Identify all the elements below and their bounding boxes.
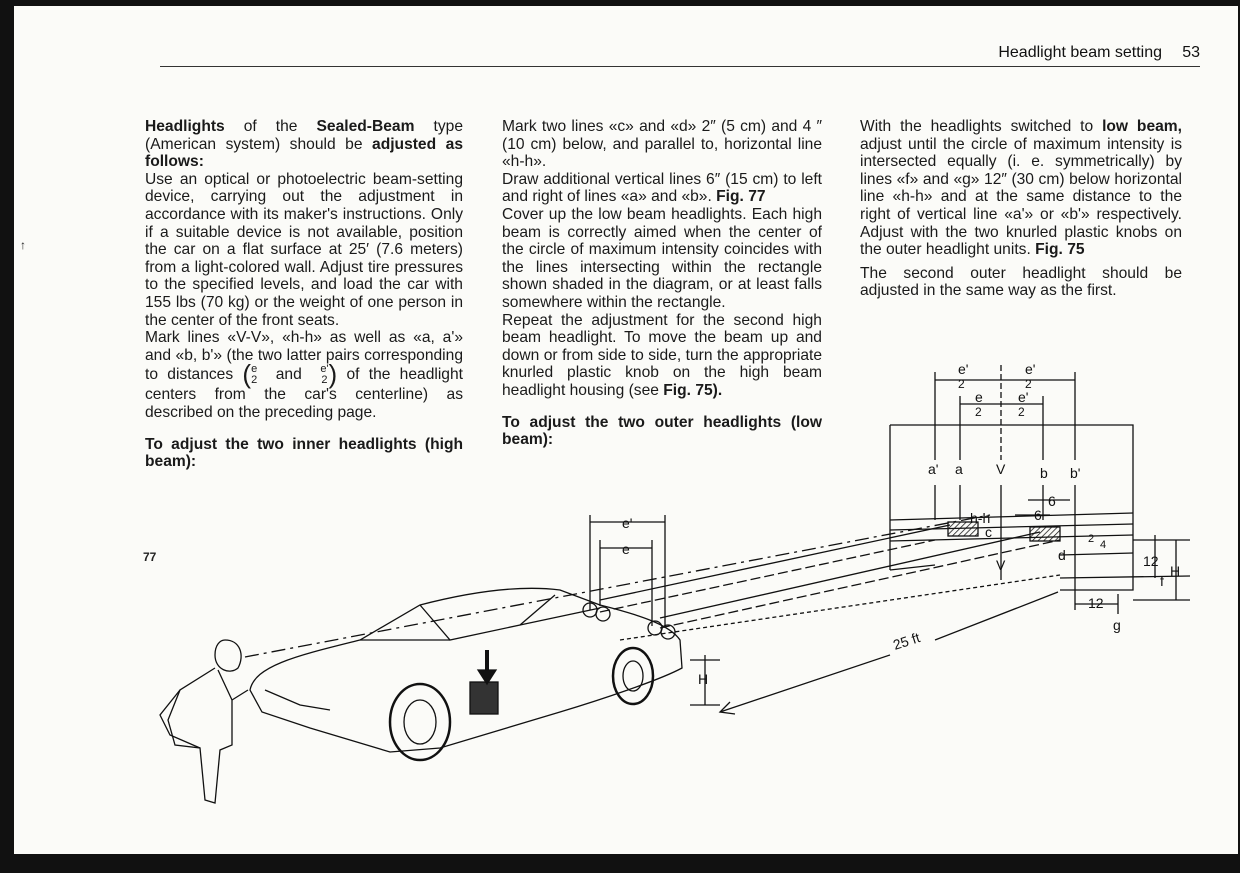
col3-para2: The second outer headlight should be adjusted in the same way as the first.: [860, 264, 1182, 300]
label-g: g: [1113, 617, 1121, 633]
fraction-e-prime-2: e' 2: [320, 363, 329, 387]
wall-outline: [890, 425, 1133, 590]
fraction-e-2: e 2: [251, 363, 258, 387]
person-figure: [215, 640, 241, 671]
label-e-prime-top-left: e': [958, 361, 969, 377]
label-6-mid: 6: [1034, 507, 1042, 523]
label-car-e: e: [622, 541, 630, 557]
label-a: a: [955, 461, 963, 477]
label-b: b: [1040, 465, 1048, 481]
label-e-half-left: e: [975, 389, 983, 405]
col2-para3: Cover up the low beam headlights. Each high beam is correctly aimed when the center of the circle of maximum intensity coincides with the lines intersecting within the rectangle shown shaded in the diagram, or at least falls somewhere within the rectangle.: [502, 205, 822, 311]
svg-text:2: 2: [975, 405, 982, 419]
margin-mark: ↑: [20, 238, 26, 252]
label-e-prime-top-right: e': [1025, 361, 1036, 377]
page-title: Headlight beam setting: [998, 44, 1162, 61]
svg-text:2: 2: [958, 377, 965, 391]
page-number: 53: [1182, 44, 1200, 61]
svg-text:2: 2: [1018, 405, 1025, 419]
label-car-e-prime: e': [622, 515, 633, 531]
col3-para1: With the headlights switched to low beam, adjust until the circle of maximum intensity is intersected equally (i. e. symmetrically) by lines «f» and «g» 12″ (30 cm) below horizontal line «h-h» and at the same distance to the right of vertical line «a'» or «b'» respectively. Adjust with the two knurled plastic knobs on the outer headlight units. Fig. 75: [860, 118, 1183, 259]
col2-para2: Draw additional vertical lines 6″ (15 cm) to left and right of lines «a» and «b». Fig. 77: [502, 170, 822, 206]
col2-subheading: To adjust the two outer headlights (low beam):: [502, 413, 822, 449]
svg-text:2: 2: [1025, 377, 1032, 391]
label-e-half-right: e': [1018, 389, 1029, 405]
label-12-bottom: 12: [1088, 595, 1104, 611]
col2-para1: Mark two lines «c» and «d» 2″ (5 cm) and 4 ″ (10 cm) below, and parallel to, horizontal line «h-h».: [502, 118, 822, 171]
car-body: [250, 588, 682, 752]
label-v-bottom: V: [996, 557, 1006, 573]
col1-subheading: To adjust the two inner headlights (high beam):: [145, 435, 463, 471]
label-c: c: [985, 524, 992, 540]
label-b-prime: b': [1070, 465, 1081, 481]
label-car-H: H: [698, 671, 709, 687]
figure-number: 77: [143, 550, 157, 564]
label-4: 4: [1100, 539, 1107, 551]
label-a-prime: a': [928, 461, 939, 477]
label-v-top: V: [996, 461, 1006, 477]
label-6-top: 6: [1048, 493, 1056, 509]
label-2: 2: [1088, 533, 1095, 545]
label-H-wall: H: [1170, 563, 1181, 579]
label-25-ft: 25 ft: [890, 629, 922, 653]
col1-para3: Mark lines «V-V», «h-h» as well as «a, a'» and «b, b'» (the two latter pairs corresponding to distances (e 2 and e' 2) of the headlight centers from the car's centerline) as described on the preceding page.: [145, 329, 463, 421]
label-12-right: 12: [1143, 553, 1159, 569]
col1-para2: Use an optical or photoelectric beam-setting device, carrying out the adjustment in accordance with its maker's instructions. Only if a suitable device is not available, position the car on a flat surface at 25′ (7.6 meters) from a light-colored wall. Adjust tire pressures to the specified levels, and load the car with 155 lbs (70 kg) or the weight of one person in the center of the front seats.: [145, 170, 463, 329]
label-h-h: h-h: [970, 510, 991, 526]
label-f: f: [1160, 573, 1164, 589]
col1-para1: Headlights of the Sealed-Beam type (American system) should be adjusted as follows:: [145, 118, 463, 171]
col2-para4: Repeat the adjustment for the second high beam headlight. To move the beam up and down or from side to side, turn the appropriate knurled plastic knob on the high beam headlight housing (see Fig. 75).: [502, 311, 822, 399]
label-d: d: [1058, 547, 1066, 563]
